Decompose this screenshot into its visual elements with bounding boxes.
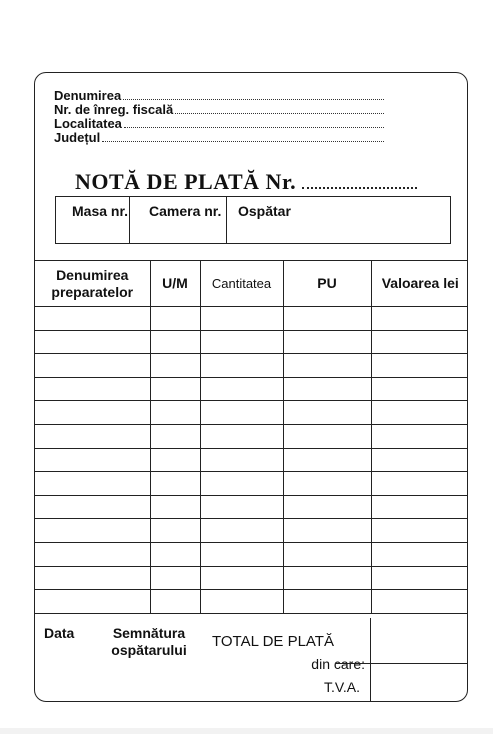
table-header-row — [35, 261, 468, 307]
table-cell[interactable] — [200, 354, 283, 378]
fiscal-number-label: Nr. de înreg. fiscală — [54, 102, 174, 117]
table-cell[interactable] — [35, 590, 150, 614]
table-cell[interactable] — [283, 566, 371, 590]
table-cell[interactable] — [150, 566, 200, 590]
county-label: Județul — [54, 130, 101, 145]
table-cell[interactable] — [283, 330, 371, 354]
table-row — [35, 519, 468, 543]
table-cell[interactable] — [35, 542, 150, 566]
table-cell[interactable] — [35, 377, 150, 401]
table-cell[interactable] — [283, 401, 371, 425]
table-cell[interactable] — [283, 354, 371, 378]
table-cell[interactable] — [35, 354, 150, 378]
table-cell[interactable] — [150, 519, 200, 543]
table-cell[interactable] — [35, 519, 150, 543]
page-bottom-edge — [0, 728, 493, 734]
table-cell[interactable] — [35, 424, 150, 448]
table-cell[interactable] — [35, 330, 150, 354]
table-cell[interactable] — [35, 448, 150, 472]
total-label: TOTAL DE PLATĂ — [212, 633, 334, 650]
column-header-unit-price: PU — [283, 261, 371, 307]
table-cell[interactable] — [371, 401, 468, 425]
table-cell[interactable] — [200, 566, 283, 590]
table-cell[interactable] — [371, 424, 468, 448]
column-header-unit: U/M — [150, 261, 200, 307]
receipt-form — [34, 72, 468, 702]
room-number-label: Camera nr. — [149, 203, 222, 219]
table-cell[interactable] — [150, 377, 200, 401]
table-cell[interactable] — [283, 590, 371, 614]
table-cell[interactable] — [35, 566, 150, 590]
table-cell[interactable] — [283, 377, 371, 401]
table-cell[interactable] — [283, 424, 371, 448]
table-cell[interactable] — [200, 330, 283, 354]
title-text: NOTĂ DE PLATĂ Nr. — [75, 169, 297, 194]
table-cell[interactable] — [35, 472, 150, 496]
table-row — [35, 354, 468, 378]
business-name-line — [54, 89, 384, 103]
table-row — [35, 307, 468, 331]
fiscal-number-line — [54, 103, 384, 117]
table-cell[interactable] — [150, 307, 200, 331]
table-cell[interactable] — [200, 424, 283, 448]
table-row — [35, 448, 468, 472]
business-details — [54, 89, 384, 145]
locality-line — [54, 117, 384, 131]
table-cell[interactable] — [200, 377, 283, 401]
table-cell[interactable] — [371, 590, 468, 614]
table-cell[interactable] — [200, 542, 283, 566]
table-cell[interactable] — [150, 330, 200, 354]
table-cell[interactable] — [371, 472, 468, 496]
vat-amount-field[interactable] — [371, 664, 468, 702]
table-cell[interactable] — [200, 495, 283, 519]
room-number-cell[interactable] — [130, 197, 227, 243]
table-cell[interactable] — [283, 472, 371, 496]
table-cell[interactable] — [150, 354, 200, 378]
table-cell[interactable] — [200, 401, 283, 425]
total-amount-field[interactable] — [371, 618, 468, 663]
waiter-label: Ospătar — [238, 203, 291, 219]
table-cell[interactable] — [283, 448, 371, 472]
table-row — [35, 495, 468, 519]
table-cell[interactable] — [150, 448, 200, 472]
business-name-label: Denumirea — [54, 88, 122, 103]
table-cell[interactable] — [283, 495, 371, 519]
table-cell[interactable] — [35, 307, 150, 331]
locality-label: Localitatea — [54, 116, 122, 131]
column-header-item-name: Denumirea preparatelor — [35, 261, 150, 307]
table-cell[interactable] — [150, 472, 200, 496]
page-title — [75, 169, 435, 195]
table-cell[interactable] — [371, 307, 468, 331]
table-cell[interactable] — [371, 495, 468, 519]
table-cell[interactable] — [150, 495, 200, 519]
column-header-value: Valoarea lei — [371, 261, 468, 307]
table-cell[interactable] — [150, 542, 200, 566]
table-row — [35, 590, 468, 614]
county-field[interactable] — [102, 131, 384, 142]
table-cell[interactable] — [371, 377, 468, 401]
table-row — [35, 377, 468, 401]
table-info-box — [55, 196, 451, 244]
table-cell[interactable] — [200, 448, 283, 472]
table-cell[interactable] — [371, 354, 468, 378]
table-cell[interactable] — [35, 495, 150, 519]
waiter-cell[interactable] — [227, 197, 450, 243]
table-cell[interactable] — [200, 472, 283, 496]
table-cell[interactable] — [200, 307, 283, 331]
business-name-field[interactable] — [123, 89, 384, 100]
table-cell[interactable] — [200, 519, 283, 543]
totals-footer — [35, 618, 468, 702]
vat-label: T.V.A. — [323, 679, 360, 695]
table-row — [35, 330, 468, 354]
table-cell[interactable] — [371, 448, 468, 472]
table-row — [35, 472, 468, 496]
table-number-label: Masa nr. — [72, 203, 129, 219]
of-which-label: din care: — [311, 656, 365, 672]
table-row — [35, 424, 468, 448]
table-cell[interactable] — [283, 542, 371, 566]
table-cell[interactable] — [371, 519, 468, 543]
date-label: Data — [44, 625, 75, 641]
table-cell[interactable] — [150, 424, 200, 448]
items-table — [35, 260, 468, 614]
table-cell[interactable] — [150, 590, 200, 614]
waiter-signature-label: Semnătura ospătarului — [111, 625, 187, 658]
table-cell[interactable] — [283, 307, 371, 331]
table-row — [35, 566, 468, 590]
table-cell[interactable] — [150, 401, 200, 425]
of-which-underline — [335, 663, 370, 664]
table-cell[interactable] — [283, 519, 371, 543]
table-row — [35, 542, 468, 566]
table-cell[interactable] — [200, 590, 283, 614]
locality-field[interactable] — [124, 117, 384, 128]
table-cell[interactable] — [371, 566, 468, 590]
table-number-cell[interactable] — [56, 197, 130, 243]
column-header-quantity: Cantitatea — [200, 261, 283, 307]
receipt-number-field[interactable] — [302, 171, 417, 189]
table-cell[interactable] — [371, 542, 468, 566]
table-cell[interactable] — [35, 401, 150, 425]
fiscal-number-field[interactable] — [175, 103, 384, 114]
county-line — [54, 131, 384, 145]
table-row — [35, 401, 468, 425]
table-cell[interactable] — [371, 330, 468, 354]
